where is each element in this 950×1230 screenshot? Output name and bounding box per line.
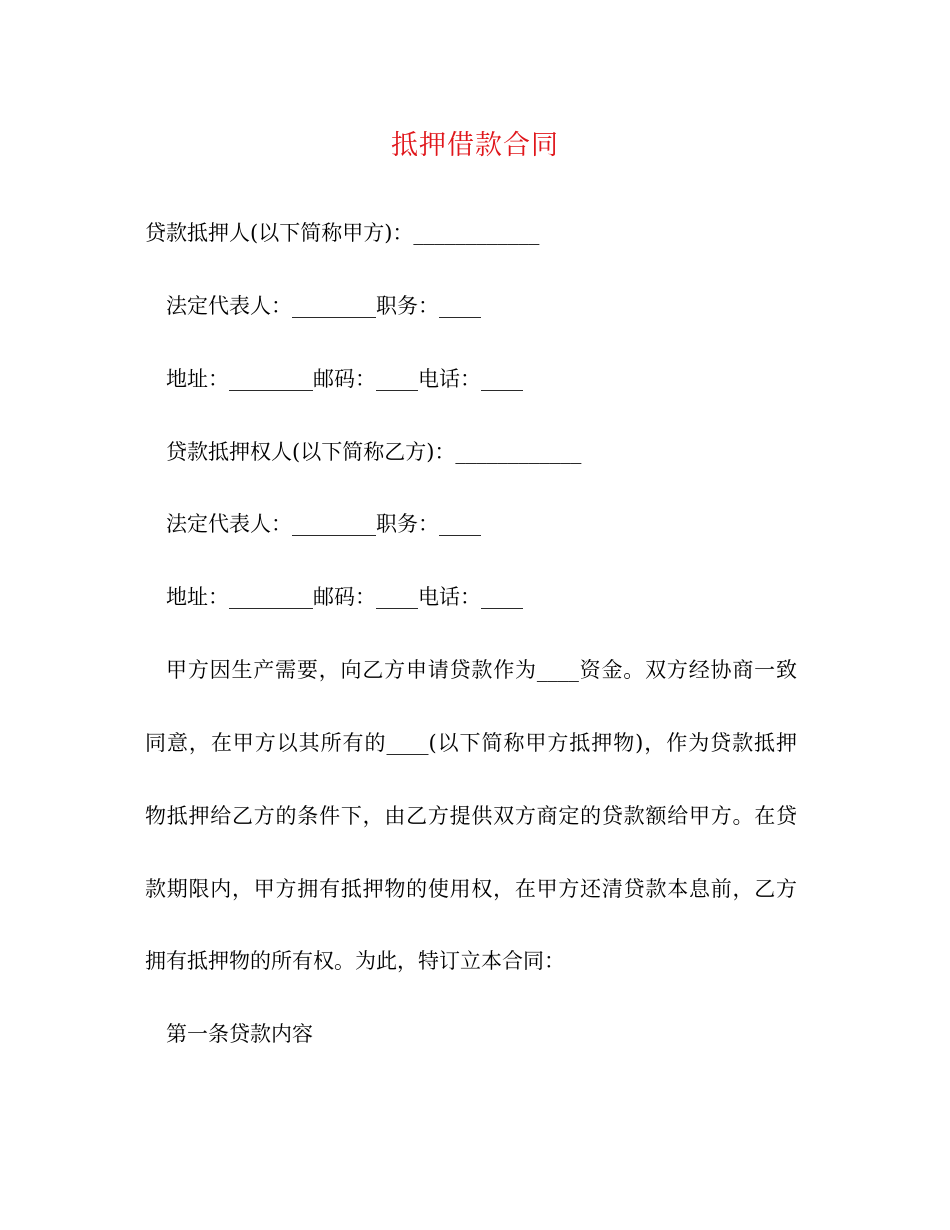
mortgagor-line: 贷款抵押人(以下简称甲方)：____________ xyxy=(145,221,540,245)
body-paragraph-line-4: 款期限内，甲方拥有抵押物的使用权，在甲方还清贷款本息前，乙方 xyxy=(145,877,797,901)
mortgagor-address-line: 地址：________邮码：____电话：____ xyxy=(166,367,523,391)
mortgagee-representative-line: 法定代表人：________职务：____ xyxy=(166,512,481,536)
body-paragraph-line-5: 拥有抵押物的所有权。为此，特订立本合同： xyxy=(145,949,565,973)
mortgagor-representative-line: 法定代表人：________职务：____ xyxy=(166,294,481,318)
mortgagee-address-line: 地址：________邮码：____电话：____ xyxy=(166,585,523,609)
document-title: 抵押借款合同 xyxy=(391,130,559,161)
article-one-heading: 第一条贷款内容 xyxy=(166,1022,313,1046)
body-paragraph-line-2: 同意，在甲方以其所有的____(以下简称甲方抵押物)，作为贷款抵押 xyxy=(145,731,797,755)
body-paragraph-line-3: 物抵押给乙方的条件下，由乙方提供双方商定的贷款额给甲方。在贷 xyxy=(145,804,797,828)
mortgagee-line: 贷款抵押权人(以下简称乙方)：____________ xyxy=(166,440,582,464)
body-paragraph-line-1: 甲方因生产需要，向乙方申请贷款作为____资金。双方经协商一致 xyxy=(166,658,797,682)
